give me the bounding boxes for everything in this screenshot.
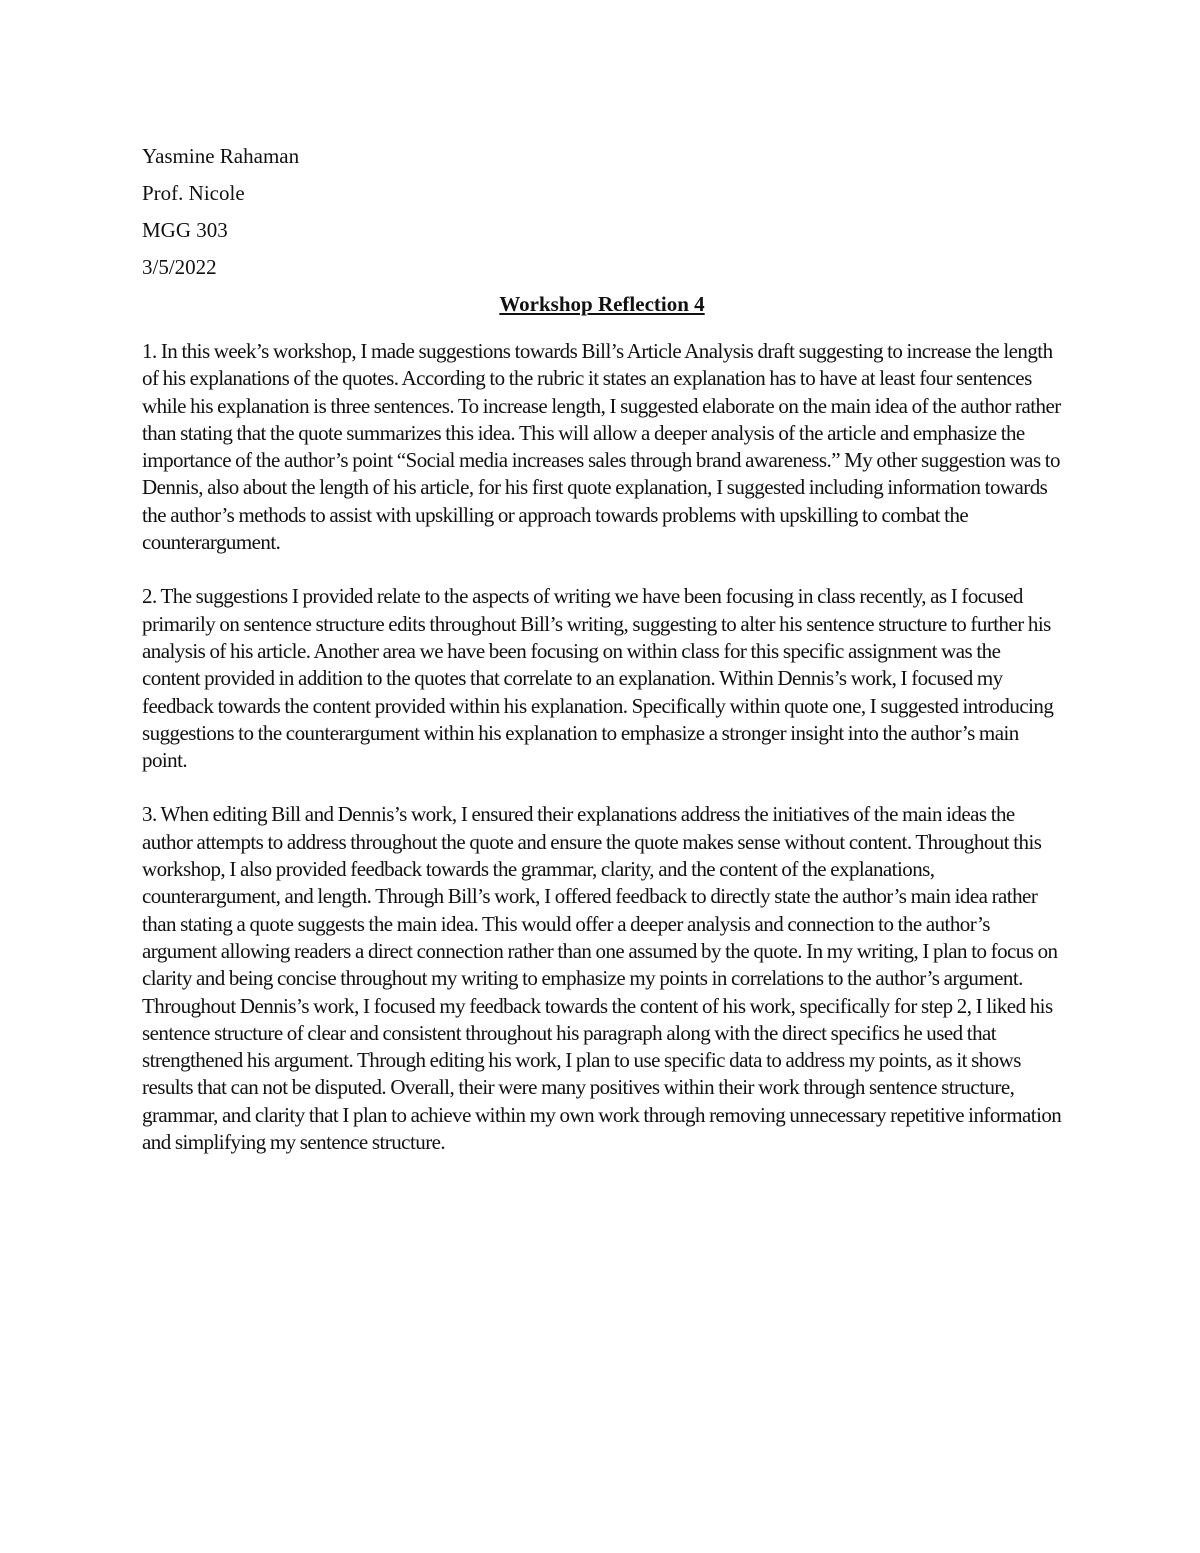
paragraph-3: 3. When editing Bill and Dennis’s work, I ensured their explanations address the initiatives of the main ideas the author attempts to address throughout the quote and ensure the quote makes sense without content. Throughout this workshop, I also provided feedback towards the grammar, clarity, and the content of the explanations, counterargument, and length. Through Bill’s work, I offered feedback to directly state the author’s main idea rather than stating a quote suggests the main idea. This would offer a deeper analysis and connection to the author’s argument allowing readers a direct connection rather than one assumed by the quote. In my writing, I plan to focus on clarity and being concise throughout my writing to emphasize my points in correlations to the author’s argument. Throughout Dennis’s work, I focused my feedback towards the content of his work, specifically for step 2, I liked his sentence structure of clear and consistent throughout his paragraph along with the direct specifics he used that strengthened his argument. Through editing his work, I plan to use specific data to address my points, as it shows results that can not be disputed. Overall, their were many positives within their work through sentence structure, grammar, and clarity that I plan to achieve within my own work through removing unnecessary repetitive information and simplifying my sentence structure. xyxy=(142,802,1062,1155)
course-code: MGG 303 xyxy=(142,218,228,242)
document-content xyxy=(142,138,1062,1183)
paragraph-1: 1. In this week’s workshop, I made suggestions towards Bill’s Article Analysis draft suggesting to increase the length of his explanations of the quotes. According to the rubric it states an explanation has to have at least four sentences while his explanation is three sentences. To increase length, I suggested elaborate on the main idea of the author rather than stating that the quote summarizes this idea. This will allow a deeper analysis of the article and emphasize the importance of the author’s point “Social media increases sales through brand awareness.” My other suggestion was to Dennis, also about the length of his article, for his first quote explanation, I suggested including information towards the author’s methods to assist with upskilling or approach towards problems with upskilling to combat the counterargument. xyxy=(142,339,1061,555)
document-title: Workshop Reflection 4 xyxy=(499,292,705,316)
paragraph-2: 2. The suggestions I provided relate to the aspects of writing we have been focusing in class recently, as I focused primarily on sentence structure edits throughout Bill’s writing, suggesting to alter his sentence structure to further his analysis of his article. Another area we have been focusing on within class for this specific assignment was the content provided in addition to the quotes that correlate to an explanation. Within Dennis’s work, I focused my feedback towards the content provided within his explanation. Specifically within quote one, I suggested introducing suggestions to the counterargument within his explanation to emphasize a stronger insight into the author’s main point. xyxy=(142,584,1054,773)
student-name: Yasmine Rahaman xyxy=(142,144,300,168)
professor-name: Prof. Nicole xyxy=(142,181,245,205)
document-body xyxy=(142,338,1062,1156)
document-date: 3/5/2022 xyxy=(142,255,217,279)
